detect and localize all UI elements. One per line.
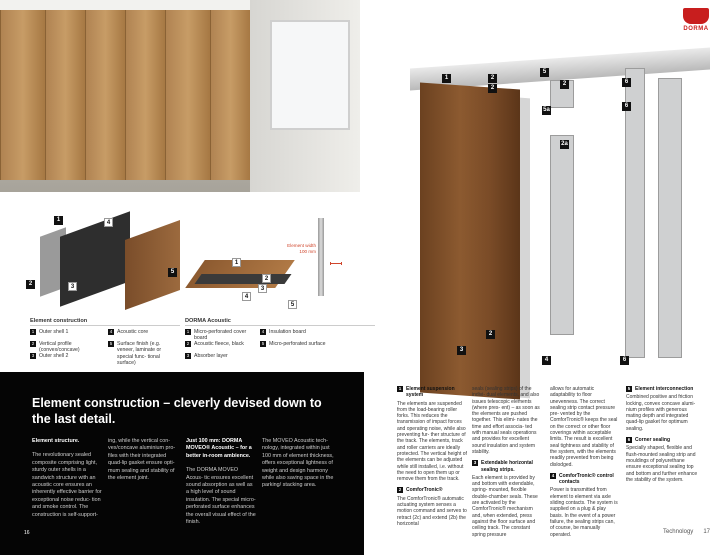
column-body: The revolutionary sealed composite comprising light, sturdy outer shells in a sandwich structure with an acoustic core ensures an inherently effective barrier for exceptional noise reduc- tion and smoke control. The construction is self-support- [32, 452, 102, 518]
badge: 1 [232, 258, 241, 267]
column-body: The ComforTronic® automatic actuating system senses a motion command and serves to retract (2c) and extend (2b) the horizontal [397, 495, 467, 527]
wall-panel [85, 10, 125, 180]
tech-column-2: seals (sealing strips) of the indivi- dual elements, and also issues telescopic elements (where pres- ent) – as soon as the elements are pushed together. This elimi- nates the time and effort associa- ted with manual seals operations and provides for excellent sound insulation and system stability. 3 Extendable horizontal sealing strips. Each element is provided by and bottom with extendable, spring- mounted, flexible double-chamber seals. These are activated by the ComforTronic® mechanism and, when extended, press against the floor surface and ceiling track. The constant spring pressure [472, 386, 542, 543]
badge: 5 [168, 268, 177, 277]
room-partition-photo [0, 0, 360, 192]
column-body: allows for automatic adaptability to floor unevenness. The correct sealing strip contact pressure pre- vented by the ComforTronic® keeps the seal on the correct or other floor coverings within acceptable limits. The result is excellent seal tightness and stability of the system, with the elements readily prevented from being dislodged. [550, 386, 618, 468]
legend-title-construction: Element construction [30, 318, 88, 324]
badge: 2 [262, 274, 271, 283]
badge: 6 [620, 356, 629, 365]
column-body: seals (sealing strips) of the indivi- dual elements, and also issues telescopic elements (where pres- ent) – as soon as the elements are pushed together. This elimi- nates the time and effort associa- ted with manual seals operations and provides for excellent sound insulation and system stability. [472, 386, 540, 455]
column-body: ing, while the vertical con- vex/concave aluminium pro- files with their integrated quad-lip gasket ensure opti- mum sealing and stability of the element joint. [108, 438, 176, 482]
divider [185, 325, 375, 326]
dorma-logo-icon [683, 8, 709, 24]
badge: 2 [486, 330, 495, 339]
badge: 1 [54, 216, 63, 225]
badge: 3 [68, 282, 77, 291]
wall-panel [210, 10, 250, 180]
door-edge [520, 98, 530, 399]
legend-item: 5 Micro-perforated surface [261, 341, 326, 347]
section-label: Technology [662, 529, 694, 535]
dorma-logo [676, 8, 716, 38]
detail-inset [625, 68, 645, 358]
badge: 2 [488, 84, 497, 93]
legend-item: 4 Insulation board [261, 329, 306, 335]
acoustic-core-layer [60, 211, 130, 306]
badge: 2 [488, 74, 497, 83]
text-column-3 [186, 438, 256, 533]
sliding-door-illustration [360, 40, 728, 370]
veneer-layer [125, 220, 180, 310]
badge: 6 [622, 78, 631, 87]
element-section-diagram [20, 212, 335, 312]
legend-item: 1 Outer shell 1 [31, 329, 69, 335]
page-number-right: 17 [703, 529, 710, 535]
wall-panel [165, 10, 210, 180]
column-body: The DORMA MOVEO Acous- tic ensures excellent sound absorption as well as a high level of sound insulation. The special micro-perforated surface enhances the overall visual effect of the finish. [186, 467, 256, 526]
badge: 5 [540, 68, 549, 77]
legend-item: 3 Outer shell 2 [31, 353, 69, 359]
page-footer-right [663, 529, 710, 535]
text-column-1 [32, 438, 102, 526]
badge: 3 [457, 346, 466, 355]
wall-panel [125, 10, 165, 180]
badge: 1 [442, 74, 451, 83]
badge: 6 [622, 102, 631, 111]
badge: 2 [560, 80, 569, 89]
element-profile-sample [318, 218, 324, 296]
element-width-marker [330, 262, 342, 265]
legend-item: 2 Vertical profile (convex/concave) [31, 341, 80, 354]
detail-inset [550, 135, 574, 335]
column-body: Specially shaped, flexible and flush-mounted sealing strip and mouldings of polyurethane ensure exceptional sealing top and bottom and further enhance the stability of the system. [626, 445, 698, 483]
legend-item: 5 Surface finish (e.g. veneer, laminate or special func- tional surface) [109, 341, 162, 367]
acoustic-sample-layer [194, 274, 291, 284]
page-headline: Element construction – cleverly devised down to the last detail. [32, 396, 322, 426]
legend-title-acoustic: DORMA Acoustic [185, 318, 231, 324]
window [270, 20, 350, 130]
element-width-label: Element width 100 mm [287, 243, 316, 254]
tech-column-4: 5 Element interconnection Combined positive and friction locking, convex concave alumi- nium profiles with generous mating depth and integrated quad-lip gasket for optimum sealing. 6 Corner sealing Specially shaped, flexible and flush-mounted sealing strip and mouldings of polyurethane ensure exceptional sealing top and bottom and further enhance the stability of the system. [626, 386, 698, 483]
column-heading: Just 100 mm: DORMA MOVEO® Acoustic – for a better in-room ambience. [186, 438, 252, 459]
wood-door-panel [420, 83, 520, 400]
badge: 2a [561, 141, 568, 147]
legend-item: 2 Acoustic fleece, black [186, 341, 244, 347]
text-column-4 [262, 438, 334, 497]
badge: 4 [242, 292, 251, 301]
badge: 4 [104, 218, 113, 227]
page-number-left: 16 [24, 530, 30, 536]
badge: 2 [26, 280, 35, 289]
column-body: Each element is provided by and bottom with extendable, spring- mounted, flexible double-chamber seals. These are activated by the ComforTronic® mechanism and, when extended, press against the floor surface and ceiling track. The constant spring pressure [472, 474, 538, 538]
detail-inset [658, 78, 682, 358]
wall-panel [45, 10, 85, 180]
wall-panel [0, 10, 45, 180]
badge: 4 [542, 356, 551, 365]
legend-item: 4 Acoustic core [109, 329, 149, 335]
badge: 5 [288, 300, 297, 309]
column-body: Combined positive and friction locking, convex concave alumi- nium profiles with generous mating depth and integrated quad-lip gasket for optimum sealing. [626, 394, 696, 432]
badge: 3 [258, 284, 267, 293]
legend-item: 3 Absorber layer [186, 353, 228, 359]
badge: 5a [543, 107, 550, 113]
brand-name: DORMA [683, 26, 709, 32]
divider [30, 325, 180, 326]
column-body: Power is transmitted from element to element via axle sliding contacts. The system is supplied on a plug & play basis. In the event of a power failure, the sealing strips can, of course, be manually operated. [550, 487, 618, 538]
column-body: The elements are suspended from the load-bearing roller forks. This reduces the transmission of impact forces and operating noise, while also preventing fur- ther structure of the track. The elements, track and roller carriers are ideally protected. The vertical height of the elements can be adjusted while still installed, i.e. without the need to open them up or remove them from the track. [397, 400, 467, 483]
tech-column-1: 1 Element suspension system The elements are suspended from the load-bearing roller forks. This reduces the transmission of impact forces and operating noise, while also preventing fur- ther structure of the track. The elements, track and roller carriers are ideally protected. The vertical height of the elements can be adjusted while still installed, i.e. without the need to open them up or remove them from the track. 2 ComforTronic® The ComforTronic® automatic actuating system senses a motion command and serves to retract (2c) and extend (2b) the horizontal [397, 386, 467, 527]
legend-item: 1 Micro-perforated cover board [186, 329, 247, 342]
column-heading: Element structure. [32, 438, 80, 444]
text-column-2 [108, 438, 178, 489]
column-body: The MOVEO Acoustic tech- nology, integrated within just 100 mm of element thickness, offers exceptional lightness of weight and design harmony while also saving space in the parking/ stacking area. [262, 438, 334, 489]
tech-column-3: allows for automatic adaptability to floor unevenness. The correct sealing strip contact pressure pre- vented by the ComforTronic® keeps the seal on the correct or other floor coverings within acceptable limits. The result is excellent seal tightness and stability of the system, with the elements readily prevented from being dislodged. 4 ComforTronic® control contacts Power is transmitted from element to element via axle sliding contacts. The system is supplied on a plug & play basis. In the event of a power failure, the sealing strips can, of course, be manually operated. [550, 386, 620, 543]
